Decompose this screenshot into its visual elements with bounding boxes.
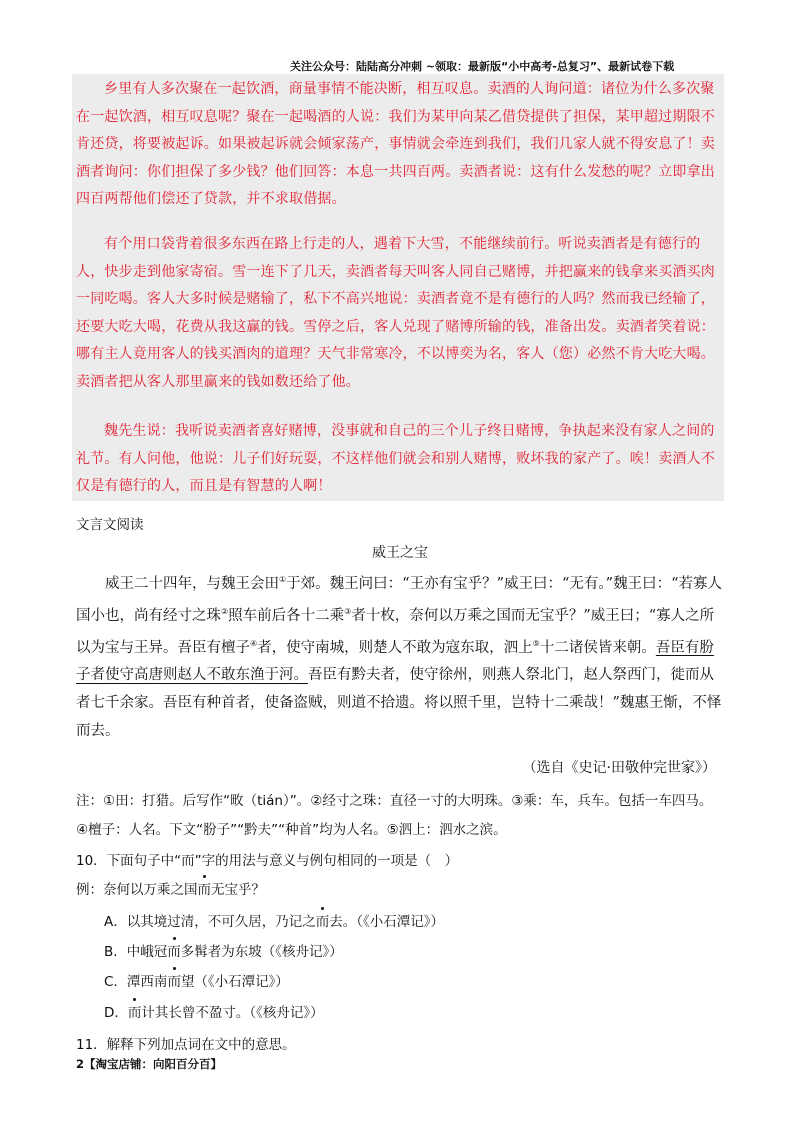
option-c-post: 望（《小石潭记》）	[180, 974, 289, 990]
option-c-pre: C．潭西南	[104, 974, 168, 990]
passage-text-b: 于郊。魏王问曰：“王亦有宝乎？”威王曰：“无有。”魏王曰：“若寡人国小也，尚有经寸之珠	[76, 575, 722, 624]
question-10-stem: 10．下面句子中“而”字的用法与意义与例句相同的一项是（ ）	[76, 853, 459, 869]
question-10-example	[76, 878, 265, 898]
passage-source: （选自《史记·田敬仲完世家》）	[522, 760, 716, 776]
passage-text-c: 照车前后各十二乘	[228, 607, 345, 624]
option-a-post: 去。（《小石潭记》）	[329, 914, 444, 930]
footnote-marker-2: ②	[221, 606, 229, 616]
footer-page-shop: 2【淘宝店铺：向阳百分百】	[76, 1057, 223, 1071]
example-pre: 例：奈何以万乘之国	[76, 882, 198, 898]
option-d-post: 计其长曾不盈寸。（《核舟记》）	[141, 1005, 324, 1021]
dotted-char: 而	[128, 1001, 142, 1021]
option-a-pre: A．以其境过清，不可久居，乃记之	[104, 914, 316, 930]
passage-text-g: 吾臣有黔夫者，使守徐州，则燕人祭北门，赵人祭西门，徙而从者七千余家。吾臣有种首者，使备盗贼，则道不拾遗。将以照千里，岂特十二乘哉！”魏惠王惭，不怿而去。	[76, 667, 722, 740]
example-post: 无宝乎？	[211, 882, 265, 898]
header-note: 关注公众号：陆陆高分冲刺 ~领取：最新版“小中高考-总复习”、最新试卷下载	[290, 60, 675, 73]
option-d-pre: D．	[104, 1005, 128, 1021]
question-11-stem: 11．解释下列加点词在文中的意思。	[76, 1037, 296, 1053]
option-a[interactable]	[104, 910, 444, 930]
passage-text-a: 威王二十四年，与魏王会田	[105, 575, 279, 592]
passage-text-e: 者，使守南城，则楚人不敢为寇东取，泗上	[257, 639, 533, 656]
translation-paragraph-3: 魏先生说：我听说卖酒者喜好赌博，没事就和自己的三个儿子终日赌博，争执起来没有家人之间的礼节。有人问他，他说：儿子们好玩耍，不这样他们就会和别人赌博，败坏我的家产了。唉！卖酒人不仅是有德行的人，而且是有智慧的人啊！	[76, 423, 715, 494]
dotted-char: 而	[198, 878, 212, 898]
footnote-marker-4: ④	[250, 638, 258, 648]
passage-text-f: 十二诸侯皆来朝。	[539, 639, 656, 656]
option-b[interactable]	[104, 940, 343, 960]
passage-text-d: 者十枚，奈何以万乘之国而无宝乎？”威王曰；“寡人之所以为宝与王异。吾臣有檀子	[76, 607, 715, 656]
passage-text	[76, 566, 724, 745]
option-d[interactable]	[104, 1001, 324, 1021]
passage-title: 威王之宝	[372, 545, 428, 561]
footnotes: 注：①田：打猎。后写作“畋（tián）”。②经寸之珠：直径一寸的大明珠。③乘：车，兵车。包括一车四马。④檀子：人名。下文“肦子”“黔夫”“种首”均为人名。⑤泗上：泗水之滨。	[76, 793, 713, 838]
underlined-sentence: 吾臣有肦子者使守高唐则赵人不敢东渔于河。	[76, 639, 714, 684]
translation-paragraph-1: 乡里有人多次聚在一起饮酒，商量事情不能决断，相互叹息。卖酒的人询问道：诸位为什么多次聚在一起饮酒，相互叹息呢？聚在一起喝酒的人说：我们为某甲向某乙借贷提供了担保，某甲超过期限不肯还贷，将要被起诉。如果被起诉就会倾家荡产，事情就会牵连到我们，我们几家人就不得安息了！卖酒者询问：你们担保了多少钱？他们回答：本息一共四百两。卖酒者说：这有什么发愁的呢？立即拿出四百两帮他们偿还了贷款，并不求取借据。	[76, 81, 715, 207]
option-c[interactable]	[104, 970, 289, 990]
dotted-char: 而	[167, 940, 181, 960]
translation-paragraph-2: 有个用口袋背着很多东西在路上行走的人，遇着下大雪，不能继续前行。听说卖酒者是有德行的人，快步走到他家寄宿。雪一连下了几天，卖酒者每天叫客人同自己赌博，并把赢来的钱拿来买酒买肉一同吃喝。客人大多时候是赌输了，私下不高兴地说：卖酒者竟不是有德行的人吗？然而我已经输了，还要大吃大喝，花费从我这赢的钱。雪停之后，客人兑现了赌博所输的钱，准备出发。卖酒者笑着说：哪有主人竟用客人的钱买酒肉的道理？天气非常寒冷，不以博奕为名，客人（您）必然不肯大吃大喝。卖酒者把从客人那里赢来的钱如数还给了他。	[76, 236, 715, 390]
section-label: 文言文阅读	[76, 517, 144, 533]
option-b-post: 多髯者为东坡（《核舟记》）	[180, 944, 343, 960]
footnote-marker-3: ③	[344, 606, 352, 616]
option-b-pre: B．中峨冠	[104, 944, 168, 960]
dotted-char: 而	[316, 910, 330, 930]
dotted-char: 而	[167, 970, 181, 990]
footnote-marker-5: ⑤	[532, 638, 540, 648]
footnote-marker-1: ①	[279, 575, 287, 584]
